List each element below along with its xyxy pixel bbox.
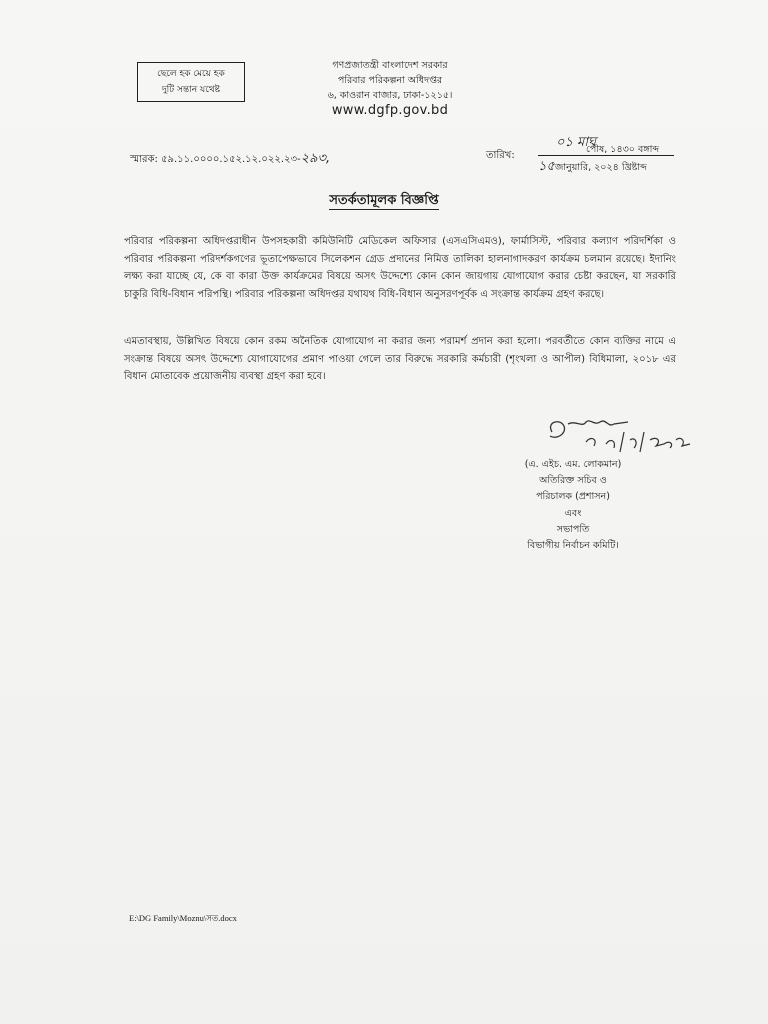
bangla-date-text: পৌষ, ১৪৩০ বঙ্গাব্দ <box>586 144 660 155</box>
date-label: তারিখ: <box>486 150 515 161</box>
letterhead-government: গণপ্রজাতন্ত্রী বাংলাদেশ সরকার <box>332 60 448 71</box>
signatory-conjunction: এবং <box>564 507 582 519</box>
paragraph-2: এমতাবস্থায়, উল্লিখিত বিষয়ে কোন রকম অনৈতিক যোগাযোগ না করার জন্য পরামর্শ প্রদান করা হলো। পরবর্তীতে কোন ব্যক্তির নামে এ সংক্রান্ত বিষয়ে অসৎ উদ্দেশ্যে যোগাযোগের প্রমাণ পাওয়া গেলে তার বিরুদ্ধে সরকারি কর্মচারী (শৃংখলা ও আপীল) বিধিমালা, ২০১৮ এর বিধান মোতাবেক প্রয়োজনীয় ব্যবস্থা গ্রহণ করা হবে। <box>124 336 676 382</box>
letterhead <box>300 58 480 119</box>
notice-title <box>0 191 768 212</box>
signatory-designation-3: সভাপতি <box>556 523 590 535</box>
signatory-designation-1: অতিরিক্ত সচিব ও <box>539 475 607 487</box>
signature <box>490 410 710 460</box>
signatory-designation-4: বিভাগীয় নির্বাচন কমিটি। <box>527 540 619 552</box>
memo-number-handwritten: ২৯৩, <box>300 151 331 166</box>
signatory-name: (এ. এইচ. এম. লোকমান) <box>524 459 622 470</box>
date-block <box>486 135 686 175</box>
slogan-line-2: দুটি সন্তান যথেষ্ট <box>161 85 221 95</box>
file-path-footer: E:\DG Family\Moznu\সত.docx <box>129 913 237 923</box>
date-divider <box>538 155 674 156</box>
signature-scribble <box>490 410 710 460</box>
bangla-day-handwritten: ০১ মাঘ <box>556 135 597 150</box>
english-date <box>538 157 647 178</box>
slogan-line-1: ছেলে হক মেয়ে হক <box>157 69 225 79</box>
letterhead-department: পরিবার পরিকল্পনা অধিদপ্তর <box>337 75 443 86</box>
memo-label: স্মারক: ৫৯.১১.০০০০.১৫২.১২.০২২.২৩- <box>130 154 301 165</box>
slogan-box <box>137 62 245 102</box>
letterhead-address: ৬, কাওরান বাজার, ঢাকা-১২১৫। <box>327 90 453 101</box>
notice-title-text: সতর্কতামূলক বিজ্ঞপ্তি <box>329 193 439 208</box>
english-day-handwritten: ১৫ <box>538 159 555 174</box>
signatory-designation-2: পরিচালক (প্রশাসন) <box>536 491 610 503</box>
paragraph-1: পরিবার পরিকল্পনা অধিদপ্তরাধীন উপসহকারী কমিউনিটি মেডিকেল অফিসার (এসএসিএমও), ফার্মাসিস্ট, পরিবার কল্যাণ পরিদর্শিকা ও পরিবার পরিকল্পনা পরিদর্শকগণের ভূতাপেক্ষভাবে সিলেকশন গ্রেড প্রদানের নিমিত্ত তালিকা হালনাগাদকরণ কার্যক্রম চলমান রয়েছে। ইদানিং লক্ষ্য করা যাচ্ছে যে, কে বা কারা উক্ত কার্যক্রমের বিষয়ে অসৎ উদ্দেশ্যে কোন কোন জায়গায় যোগাযোগ করার চেষ্টা করছেন, যা সরকারি চাকুরি বিধি-বিধান পরিপন্থি। পরিবার পরিকল্পনা অধিদপ্তর যথাযথ বিধি-বিধান অনুসরণপূর্বক এ সংক্রান্ত কার্যক্রম গ্রহণ করছে। <box>124 236 676 300</box>
letterhead-website: www.dgfp.gov.bd <box>331 103 449 118</box>
english-date-text: জানুয়ারি, ২০২৪ খ্রিষ্টাব্দ <box>554 162 647 173</box>
signatory-block <box>498 457 648 554</box>
memo-reference <box>130 149 330 170</box>
